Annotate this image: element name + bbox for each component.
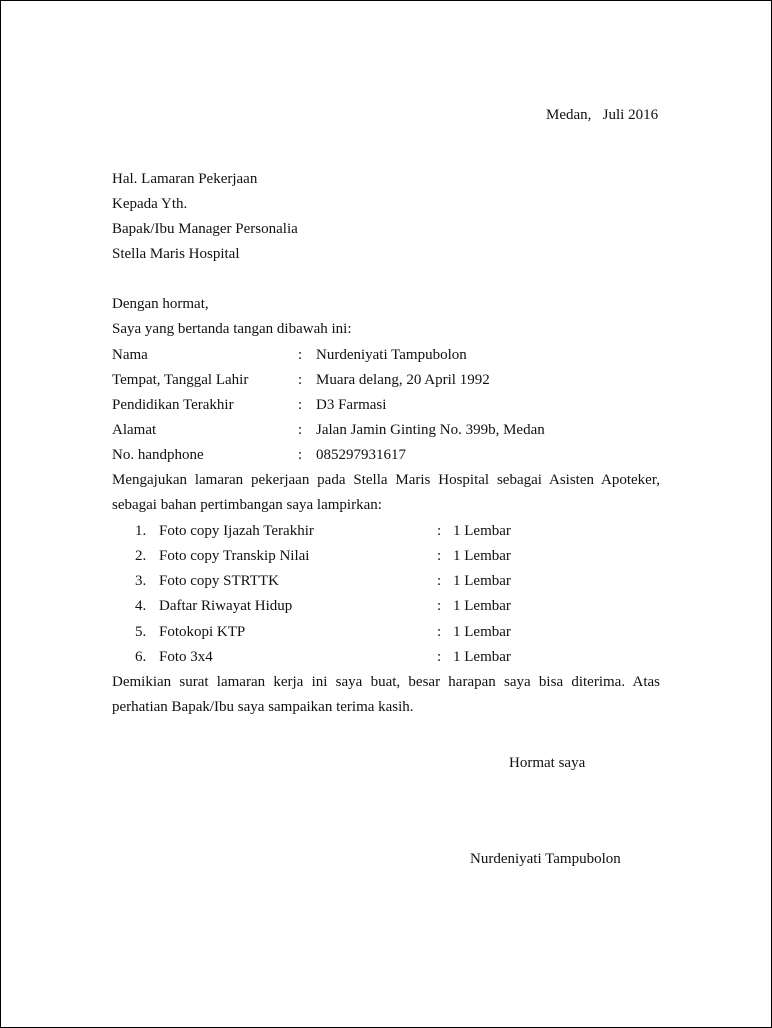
subject-line: Hal. Lamaran Pekerjaan — [112, 171, 258, 187]
item-quantity: 1 Lembar — [453, 598, 511, 614]
closing-paragraph-line-2: perhatian Bapak/Ibu saya sampaikan terima kasih. — [112, 699, 414, 715]
item-separator: : — [437, 624, 442, 640]
item-name: Foto copy Transkip Nilai — [159, 548, 310, 564]
field-value: Muara delang, 20 April 1992 — [316, 372, 490, 388]
field-label: No. handphone — [112, 447, 204, 463]
greeting: Dengan hormat, — [112, 296, 209, 312]
item-quantity: 1 Lembar — [453, 573, 511, 589]
field-separator: : — [298, 447, 303, 463]
item-quantity: 1 Lembar — [453, 523, 511, 539]
item-separator: : — [437, 598, 442, 614]
field-label: Tempat, Tanggal Lahir — [112, 372, 249, 388]
item-number: 1. — [135, 523, 147, 539]
field-value: Nurdeniyati Tampubolon — [316, 347, 467, 363]
closing-paragraph-line-1: Demikian surat lamaran kerja ini saya buat, besar harapan saya bisa diterima. Atas — [112, 674, 660, 690]
body-paragraph-line-2: sebagai bahan pertimbangan saya lampirkan: — [112, 497, 382, 513]
field-value: Jalan Jamin Ginting No. 399b, Medan — [316, 422, 545, 438]
recipient-to: Kepada Yth. — [112, 196, 188, 212]
item-number: 3. — [135, 573, 147, 589]
field-separator: : — [298, 397, 303, 413]
item-name: Daftar Riwayat Hidup — [159, 598, 293, 614]
body-paragraph-line-1: Mengajukan lamaran pekerjaan pada Stella Maris Hospital sebagai Asisten Apoteker, — [112, 472, 660, 488]
field-label: Alamat — [112, 422, 157, 438]
item-name: Fotokopi KTP — [159, 624, 246, 640]
item-separator: : — [437, 649, 442, 665]
field-label: Nama — [112, 347, 148, 363]
item-name: Foto 3x4 — [159, 649, 213, 665]
item-number: 4. — [135, 598, 147, 614]
item-number: 2. — [135, 548, 147, 564]
item-name: Foto copy STRTTK — [159, 573, 279, 589]
field-label: Pendidikan Terakhir — [112, 397, 234, 413]
recipient-organization: Stella Maris Hospital — [112, 246, 240, 262]
field-separator: : — [298, 347, 303, 363]
intro-line: Saya yang bertanda tangan dibawah ini: — [112, 321, 352, 337]
signature-name: Nurdeniyati Tampubolon — [470, 851, 621, 867]
item-number: 6. — [135, 649, 147, 665]
sign-off: Hormat saya — [509, 755, 586, 771]
item-separator: : — [437, 573, 442, 589]
item-separator: : — [437, 548, 442, 564]
field-value: 085297931617 — [316, 447, 406, 463]
field-separator: : — [298, 422, 303, 438]
item-quantity: 1 Lembar — [453, 548, 511, 564]
item-name: Foto copy Ijazah Terakhir — [159, 523, 314, 539]
item-number: 5. — [135, 624, 147, 640]
item-quantity: 1 Lembar — [453, 649, 511, 665]
item-separator: : — [437, 523, 442, 539]
item-quantity: 1 Lembar — [453, 624, 511, 640]
field-value: D3 Farmasi — [316, 397, 387, 413]
recipient-position: Bapak/Ibu Manager Personalia — [112, 221, 298, 237]
field-separator: : — [298, 372, 303, 388]
place-date: Medan, Juli 2016 — [546, 107, 659, 123]
